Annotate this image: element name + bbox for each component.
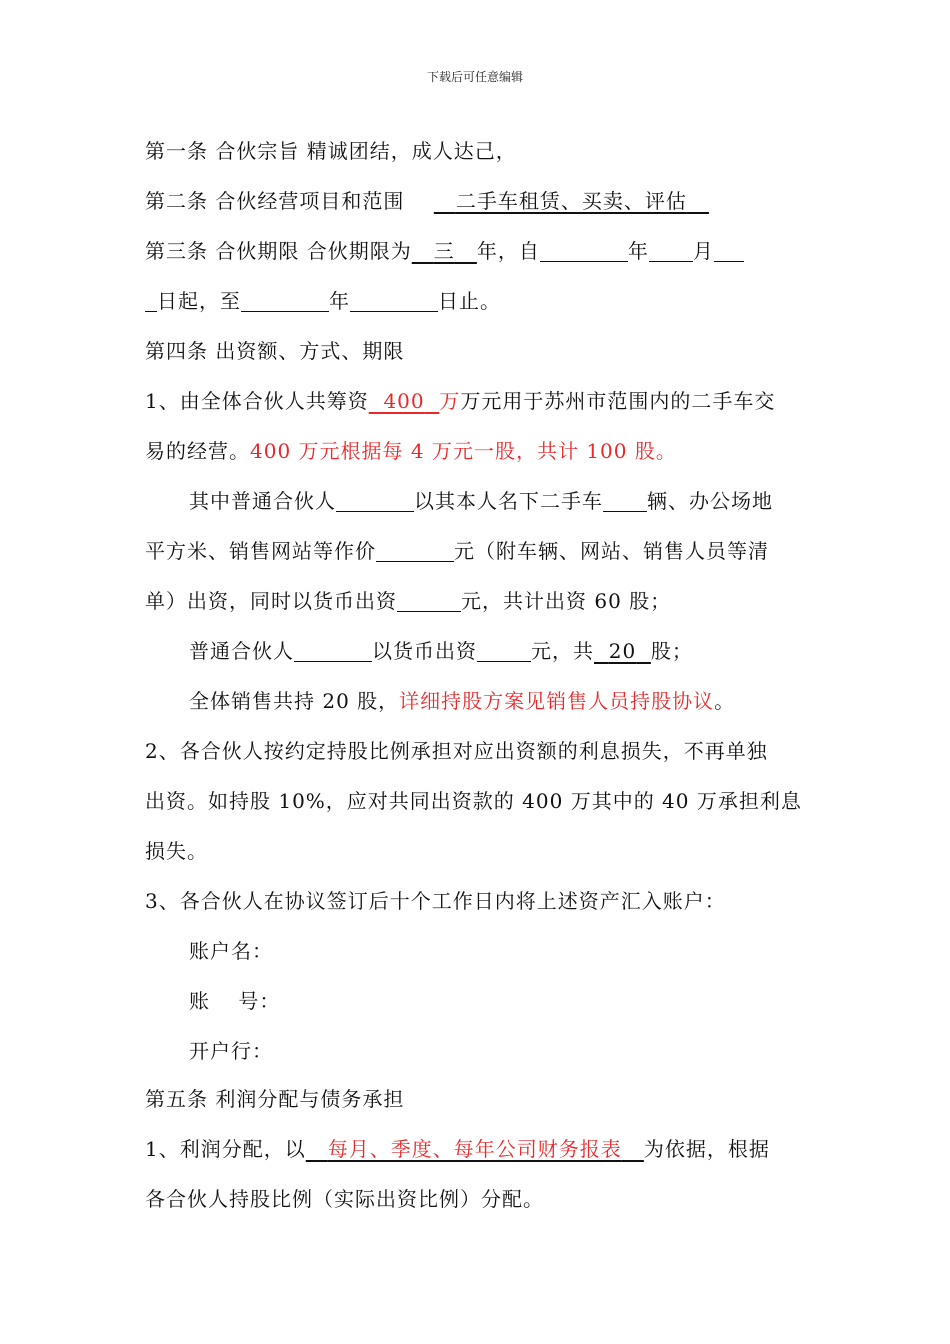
article-2-label: 第二条 合伙经营项目和范围: [145, 189, 405, 213]
share-rule: 400 万元根据每 4 万元一股，共计 100 股。: [250, 439, 677, 463]
valuation-blank: [376, 539, 454, 562]
article-4-clause2-end: 损失。: [145, 839, 208, 863]
cash-amount-blank: [397, 589, 461, 612]
account-bank-label: 开户行：: [189, 1039, 273, 1063]
profit-basis: 每月、季度、每年公司财务报表: [327, 1137, 622, 1161]
sales-agreement-ref: 详细持股方案见销售人员持股协议: [399, 689, 715, 713]
end-day-blank: [350, 289, 438, 312]
start-month-blank: [649, 239, 693, 262]
article-5-p1: 1、利润分配，以 每月、季度、每年公司财务报表 为依据，根据: [145, 1137, 770, 1161]
car-count-blank: [603, 489, 647, 512]
article-5-title: 第五条 利润分配与债务承担: [145, 1087, 405, 1111]
business-scope: 二手车租赁、买卖、评估: [455, 189, 687, 213]
cash2-amount-blank: [477, 639, 531, 662]
article-4-p2-cont2: 单）出资，同时以货币出资 元，共计出资 60 股；: [145, 589, 672, 613]
partner-name-blank: [336, 489, 414, 512]
capital-amount: 400: [383, 389, 425, 413]
start-year-blank: [540, 239, 628, 262]
page-header: 下载后可任意编辑: [426, 70, 523, 84]
article-3-cont: 日起，至 年 日止。: [145, 287, 501, 315]
term-text: 合伙期限为: [306, 239, 412, 263]
article-4-p2: 其中普通合伙人 以其本人名下二手车 辆、办公场地: [189, 489, 773, 513]
article-5-p1-cont: 各合伙人持股比例（实际出资比例）分配。: [145, 1187, 544, 1211]
partner2-name-blank: [294, 639, 372, 662]
article-3-label: 第三条 合伙期限: [145, 239, 300, 263]
article-4-clause2-cont: 出资。如持股 10%，应对共同出资款的 400 万其中的 40 万承担利息: [145, 789, 802, 813]
article-4-p2-cont: 平方米、销售网站等作价 元（附车辆、网站、销售人员等清: [145, 539, 769, 563]
article-4-p3: 普通合伙人 以货币出资 元，共 20 股；: [189, 639, 693, 663]
article-1-text: 精诚团结，成人达己，: [306, 139, 517, 163]
article-4-p1-cont: 易的经营。400 万元根据每 4 万元一股，共计 100 股。: [145, 439, 677, 463]
account-number-label: 账 号：: [189, 989, 281, 1013]
article-4-p1: 1、由全体合伙人共筹资 400 万万元用于苏州市范围内的二手车交: [145, 389, 776, 413]
article-4-p4: 全体销售共持 20 股，详细持股方案见销售人员持股协议。: [189, 689, 736, 713]
account-name-label: 账户名：: [189, 939, 273, 963]
end-year-blank: [241, 289, 329, 312]
term-years: 三: [433, 239, 455, 263]
partner2-shares: 20: [608, 639, 637, 663]
article-1-label: 第一条 合伙宗旨: [145, 139, 300, 163]
start-day-blank: [714, 239, 744, 262]
article-4-clause2: 2、各合伙人按约定持股比例承担对应出资额的利息损失，不再单独: [145, 739, 768, 763]
article-4-clause3: 3、各合伙人在协议签订后十个工作日内将上述资产汇入账户：: [145, 889, 726, 913]
article-1: [145, 137, 517, 165]
article-2: [145, 187, 709, 215]
article-3: 第三条 合伙期限 合伙期限为 三 年，自 年 月: [145, 237, 744, 265]
article-4-title: 第四条 出资额、方式、期限: [145, 339, 405, 363]
